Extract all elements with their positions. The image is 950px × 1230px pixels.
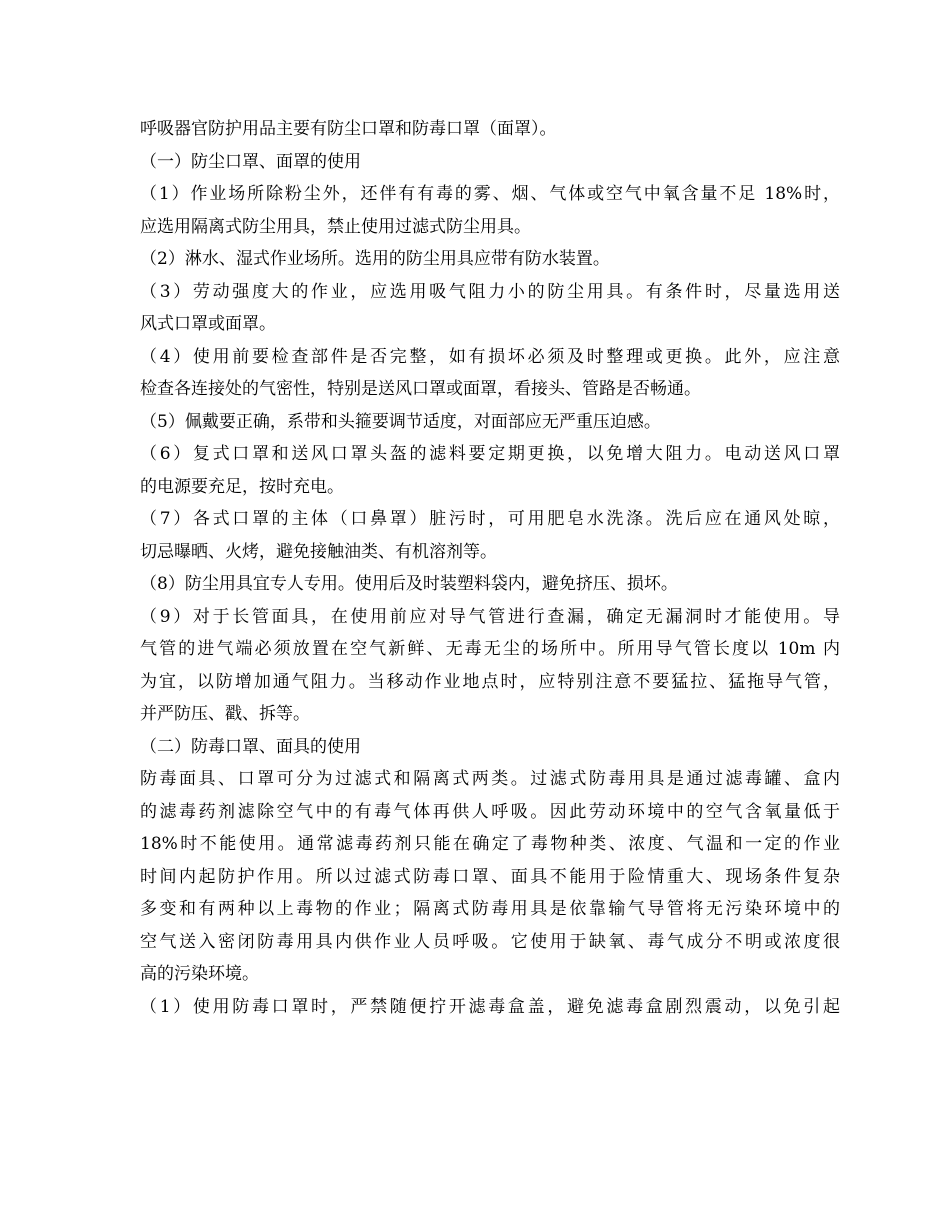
text-line: （8）防尘用具宜专人专用。使用后及时装塑料袋内，避免挤压、损坏。 <box>140 574 678 594</box>
text-line: （7）各式口罩的主体（口鼻罩）脏污时，可用肥皂水洗涤。洗后应在通风处晾， <box>140 509 840 529</box>
paragraph-intro: 呼吸器官防护用品主要有防尘口罩和防毒口罩（面罩）。 <box>140 119 557 139</box>
text-line: （5）佩戴要正确，系带和头箍要调节适度，对面部应无严重压迫感。 <box>140 411 661 432</box>
text-line: （1）使用防毒口罩时，严禁随便拧开滤毒盒盖，避免滤毒盒剧烈震动，以免引起 <box>140 996 840 1017</box>
text-line: （4）使用前要检查部件是否完整，如有损坏必须及时整理或更换。此外，应注意 <box>140 346 840 367</box>
text-line: （1）作业场所除粉尘外，还伴有有毒的雾、烟、气体或空气中氧含量不足 18%时， <box>140 184 840 204</box>
text-line: （6）复式口罩和送风口罩头盔的滤料要定期更换，以免增大阻力。电动送风口罩 <box>140 444 840 464</box>
text-line: 并严防压、戳、拆等。 <box>140 704 310 724</box>
text-line: 的电源要充足，按时充电。 <box>140 476 344 497</box>
text-line: 风式口罩或面罩。 <box>140 314 276 334</box>
document-body <box>140 113 840 1023</box>
text-line: （3）劳动强度大的作业，应选用吸气阻力小的防尘用具。有条件时，尽量选用送 <box>140 281 840 302</box>
section-heading-gas-mask: （二）防毒口罩、面具的使用 <box>140 736 361 757</box>
text-line: 检查各连接处的气密性，特别是送风口罩或面罩，看接头、管路是否畅通。 <box>140 379 701 399</box>
text-line: 高的污染环境。 <box>140 964 259 984</box>
text-line: 气管的进气端必须放置在空气新鲜、无毒无尘的场所中。所用导气管长度以 10m 内 <box>140 639 840 659</box>
text-line: 为宜，以防增加通气阻力。当移动作业地点时，应特别注意不要猛拉、猛拖导气管， <box>140 671 840 692</box>
text-line: 应选用隔离式防尘用具，禁止使用过滤式防尘用具。 <box>140 216 531 237</box>
text-line: （9）对于长管面具，在使用前应对导气管进行查漏，确定无漏洞时才能使用。导 <box>140 606 840 627</box>
text-line: 时间内起防护作用。所以过滤式防毒口罩、面具不能用于险情重大、现场条件复杂 <box>140 866 840 887</box>
text-line: 的滤毒药剂滤除空气中的有毒气体再供人呼吸。因此劳动环境中的空气含氧量低于 <box>140 801 840 822</box>
text-line: 防毒面具、口罩可分为过滤式和隔离式两类。过滤式防毒用具是通过滤毒罐、盒内 <box>140 769 840 789</box>
text-line: 切忌曝晒、火烤，避免接触油类、有机溶剂等。 <box>140 541 497 562</box>
text-line: 18%时不能使用。通常滤毒药剂只能在确定了毒物种类、浓度、气温和一定的作业 <box>140 834 840 854</box>
section-heading-dust-mask: （一）防尘口罩、面罩的使用 <box>140 151 361 172</box>
text-line: 空气送入密闭防毒用具内供作业人员呼吸。它使用于缺氧、毒气成分不明或浓度很 <box>140 931 840 952</box>
text-line: （2）淋水、湿式作业场所。选用的防尘用具应带有防水装置。 <box>140 249 610 269</box>
text-line: 多变和有两种以上毒物的作业；隔离式防毒用具是依靠输气导管将无污染环境中的 <box>140 899 840 919</box>
